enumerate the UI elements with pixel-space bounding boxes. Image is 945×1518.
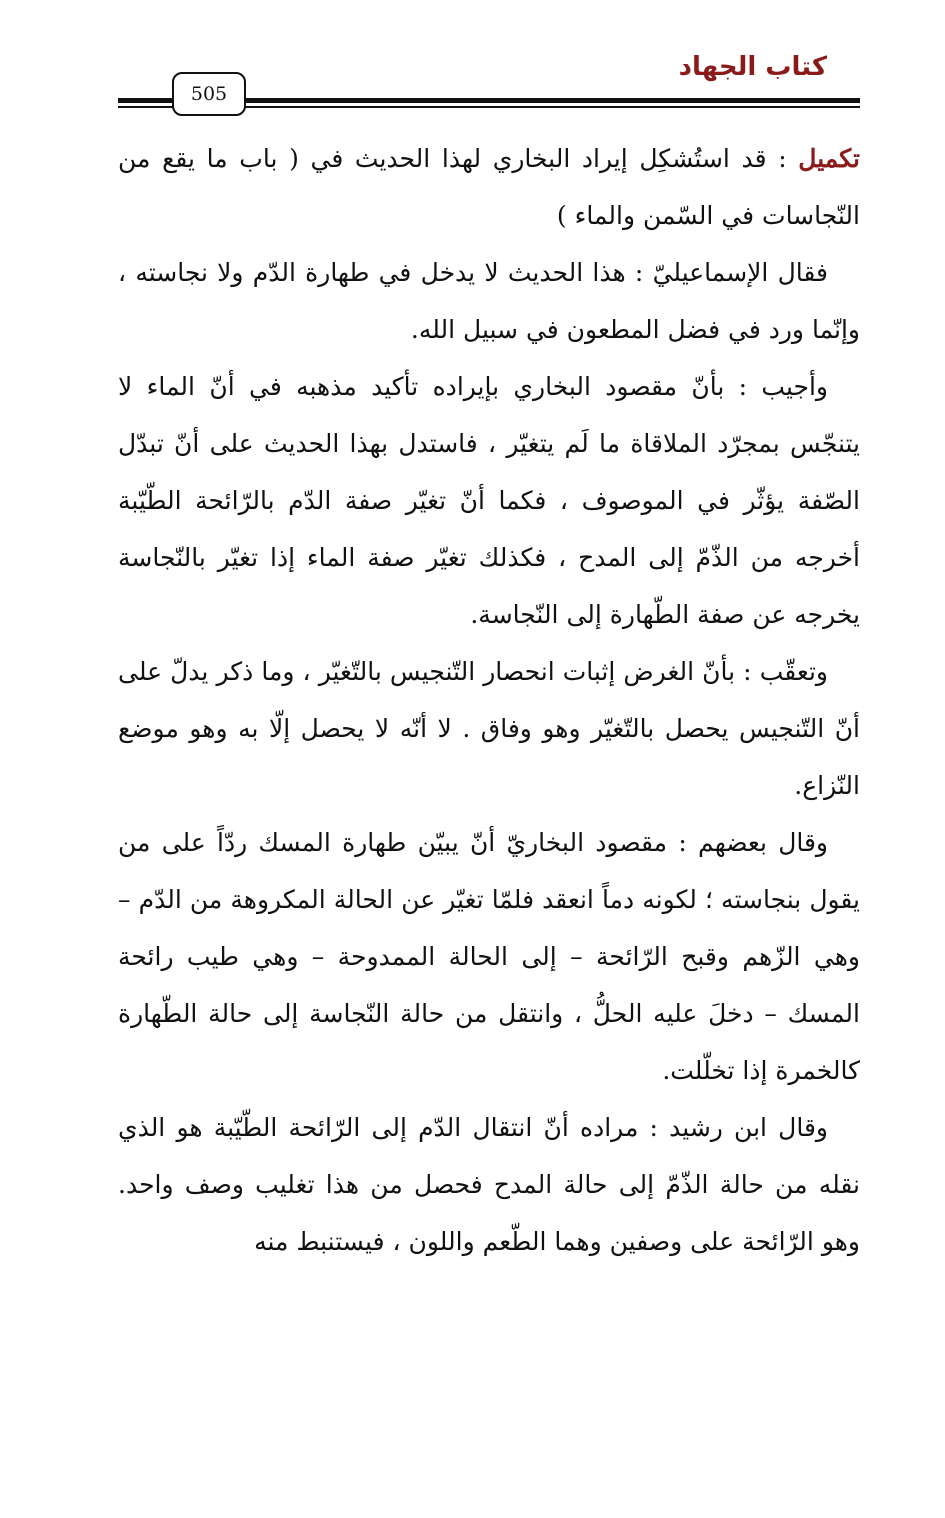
paragraph: وتعقّب : بأنّ الغرض إثبات انحصار التّنجيس بالتّغيّر ، وما ذكر يدلّ على أنّ التّنجيس يحصل بالتّغيّر وهو وفاق . لا أنّه لا يحصل إلّا به وهو موضع النّزاع. — [118, 657, 860, 800]
paragraph: وأجيب : بأنّ مقصود البخاري بإيراده تأكيد مذهبه في أنّ الماء لا يتنجّس بمجرّد الملاقاة ما لَم يتغيّر ، فاستدل بهذا الحديث على أنّ تبدّل الصّفة يؤثّر في الموصوف ، فكما أنّ تغيّر صفة الدّم بالرّائحة الطّيّبة أخرجه من الذّمّ إلى المدح ، فكذلك تغيّر صفة الماء إذا تغيّر بالنّجاسة يخرجه عن صفة الطّهارة إلى النّجاسة. — [118, 372, 860, 629]
paragraph: فقال الإسماعيليّ : هذا الحديث لا يدخل في طهارة الدّم ولا نجاسته ، وإنّما ورد في فضل المطعون في سبيل الله. — [118, 258, 860, 344]
intro-label: تكميل — [798, 144, 860, 173]
paragraph: وقال ابن رشيد : مراده أنّ انتقال الدّم إلى الرّائحة الطّيّبة هو الذي نقله من حالة الذّمّ إلى حالة المدح فحصل من هذا تغليب وصف واحد. وهو الرّائحة على وصفين وهما الطّعم واللون ، فيستنبط منه — [118, 1113, 860, 1256]
page-number: 505 — [190, 83, 228, 105]
book-title: كتاب الجهاد — [678, 52, 827, 82]
main-text — [118, 130, 860, 1270]
intro-text: : قد استُشكِل إيراد البخاري لهذا الحديث في ( باب ما يقع من النّجاسات في السّمن والماء ) — [118, 144, 860, 230]
paragraph: وقال بعضهم : مقصود البخاريّ أنّ يبيّن طهارة المسك ردّاً على من يقول بنجاسته ؛ لكونه دماً انعقد فلمّا تغيّر عن الحالة المكروهة من الدّم – وهي الزّهم وقبح الرّائحة – إلى الحالة الممدوحة – وهي طيب رائحة المسك – دخلَ عليه الحلُّ ، وانتقل من حالة النّجاسة إلى حالة الطّهارة كالخمرة إذا تخلّلت. — [118, 828, 860, 1085]
page-number-badge — [172, 72, 246, 116]
paragraph-intro — [118, 130, 860, 244]
